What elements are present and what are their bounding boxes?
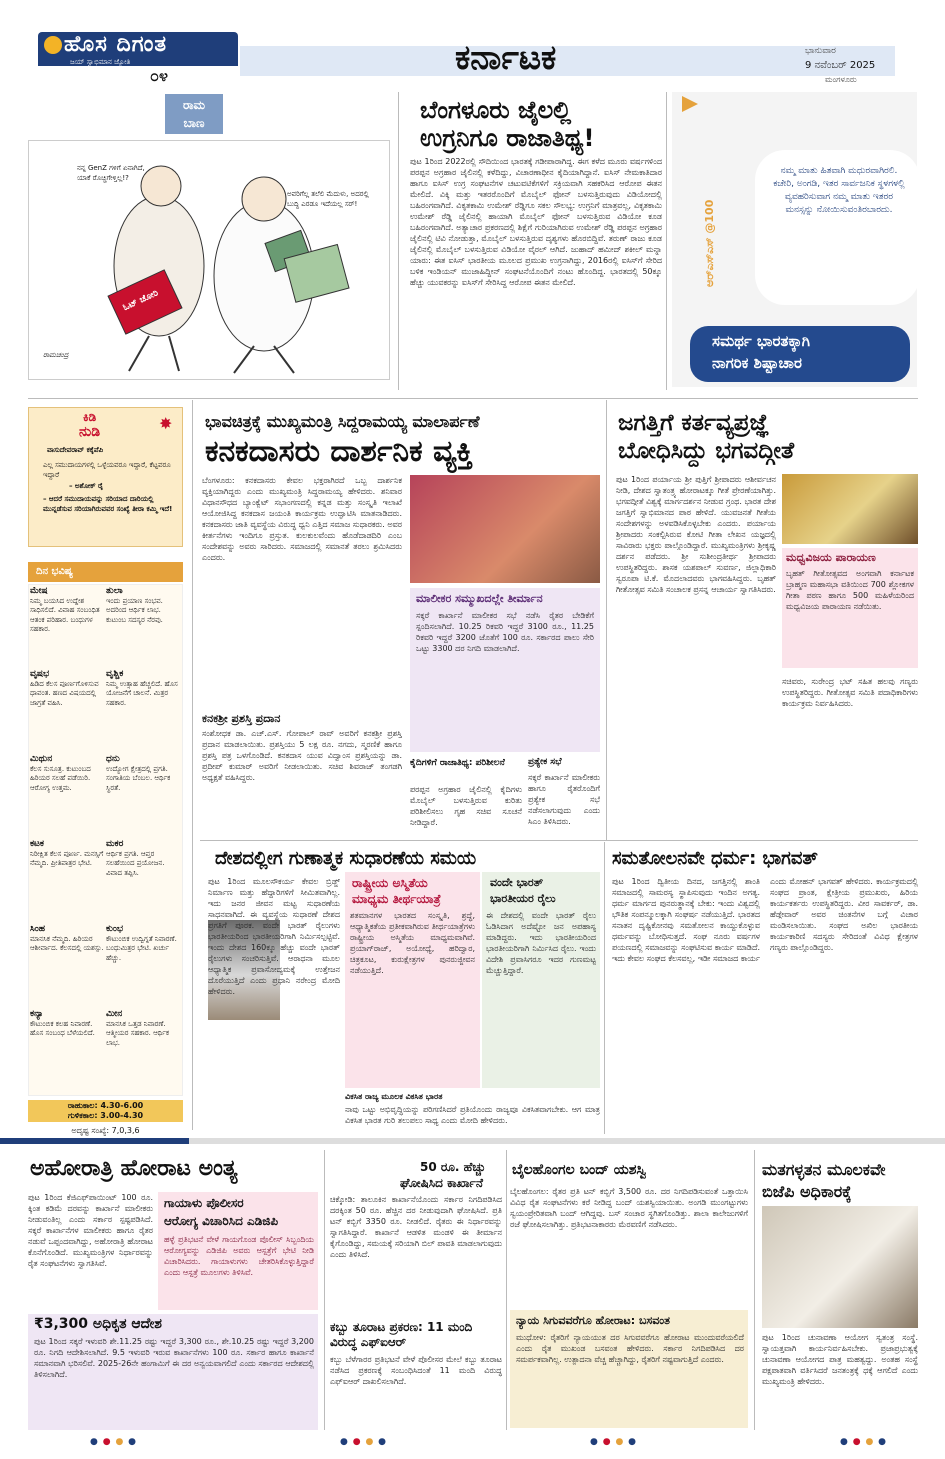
horoscope-vrishchika: ವೃಶ್ಚಿಕ ನಿಮ್ಮ ಉತ್ಸಾಹ ಹೆಚ್ಚಲಿದೆ. ಹೊಸ ಯೋಜನೆಗೆ ಚಾಲನೆ. ಮಿತ್ರರ ಸಹಕಾರ. — [106, 670, 181, 708]
horoscope-sign-name: ತುಲಾ — [106, 587, 123, 596]
police-title-2: ಆರೋಗ್ಯ ವಿಚಾರಿಸಿದ ಎಡಿಜಿಪಿ — [164, 1214, 279, 1228]
horoscope-tula: ತುಲಾ ಇಂದು ಪ್ರಯಾಣ ಸಂಭವ. ಅದರಿಂದ ಆರ್ಥಿಕ ಲಾಭ. ಕುಟುಂಬ ಸದಸ್ಯರ ನೆರವು. — [106, 587, 181, 625]
promo-band-line-2: ನಾಗರಿಕ ಶಿಷ್ಟಾಚಾರ — [712, 354, 802, 372]
kidinudi-line-1: ಎಲ್ಲ ಸಮುದಾಯಗಳಲ್ಲಿ ಒಳ್ಳೆಯವರೂ ಇದ್ದಾರೆ, ಕೆಟ್ಟವರೂ ಇದ್ದಾರೆ — [43, 461, 171, 479]
meeting-box-title: ಪ್ರತ್ಯೇಕ ಸಭೆ — [528, 757, 562, 767]
order-body: ಪುಟ 1ರಿಂದ ಸಕ್ಕರೆ ಇಳುವರಿ ಶೇ.11.25 ರಷ್ಟು ಇದ್ದರೆ 3,300 ರೂ., ಶೇ.10.25 ರಷ್ಟು ಇದ್ದರೆ 3,200 ರೂ. ನಿಗದಿ ಆದೇಶಿಸಲಾಗಿದೆ. 9.5 ಇಳುವರಿ ಇರುವ ಕಾರ್ಖಾನೆಗಳು 100 ರೂ. ಸರ್ಕಾರ ಹಾಗೂ ಕಾರ್ಖಾನೆ ಸಮಾನವಾಗಿ ಭರಿಸಲಿವೆ. 2025-26ನೇ ಹಂಗಾಮಿಗೆ ಈ ದರ ಅನ್ವಯವಾಗಲಿದೆ ಎಂದು ಸರ್ಕಾರದ ಆದೇಶದಲ್ಲಿ ತಿಳಿಸಲಾಗಿದೆ. — [34, 1337, 314, 1379]
bandh-body: ಬೈಲಹೊಂಗಲ: ರೈತರ ಪ್ರತಿ ಟನ್ ಕಬ್ಬಿಗೆ 3,500 ರೂ. ದರ ನಿಗದಿಪಡಿಸುವಂತೆ ಒತ್ತಾಯಿಸಿ ವಿವಿಧ ರೈತ ಸಂಘಟನೆಗಳು ಕರೆ ನೀಡಿದ್ದ ಬಂದ್ ಯಶಸ್ವಿಯಾಯಿತು. ಅಂಗಡಿ ಮುಂಗಟ್ಟುಗಳು ಸ್ವಯಂಪ್ರೇರಿತವಾಗಿ ಬಂದ್ ಆಗಿದ್ದವು. ಬಸ್ ಸಂಚಾರ ಸ್ಥಗಿತಗೊಂಡಿತ್ತು. ಶಾಲಾ ಕಾಲೇಜುಗಳಿಗೆ ರಜೆ ಘೋಷಿಸಲಾಗಿತ್ತು. ಪ್ರತಿಭಟನಾಕಾರರು ಮೆರವಣಿಗೆ ನಡೆಸಿದರು. — [510, 1187, 748, 1229]
gita-body: ಪುಟ 1ರಿಂದ ಪರ್ಯಾಯ ಶ್ರೀ ಪುತ್ತಿಗೆ ಶ್ರೀಪಾದರು ಆಶೀರ್ವಚನ ನೀಡಿ, ದೇಶದ ಸ್ವಾತಂತ್ರ್ಯ ಹೋರಾಟಕ್ಕೂ ಗೀತೆ ಪ್ರೇರಣೆಯಾಗಿತ್ತು. ಭಗವದ್ಗೀತೆ ವಿಶ್ವಕ್ಕೆ ಮಾರ್ಗದರ್ಶನ ನೀಡುವ ಗ್ರಂಥ. ಭಾರತ ದೇಶ ಜಗತ್ತಿಗೆ ಸ್ವಾಭಿಮಾನದ ಪಾಠ ಹೇಳಿದೆ. ಯುವಜನತೆ ಗೀತೆಯ ಸಂದೇಶಗಳನ್ನು ಅಳವಡಿಸಿಕೊಳ್ಳಬೇಕು ಎಂದರು. ಪರ್ಯಾಯ ಶ್ರೀಪಾದರು ಸಂಕಲ್ಪಿಸಿರುವ ಕೋಟಿ ಗೀತಾ ಲೇಖನ ಯಜ್ಞದಲ್ಲಿ ಸಾವಿರಾರು ಭಕ್ತರು ಪಾಲ್ಗೊಂಡಿದ್ದಾರೆ. ಮುಖ್ಯಮಂತ್ರಿಗಳು ಶ್ರೀಕೃಷ್ಣ ದರ್ಶನ ಪಡೆದರು. ಶ್ರೀ ಸುಶೀಂದ್ರತೀರ್ಥ ಶ್ರೀಪಾದರು ಉಪಸ್ಥಿತರಿದ್ದರು. ಶಾಸಕ ಯಶಪಾಲ್ ಸುವರ್ಣ, ಜಿಲ್ಲಾಧಿಕಾರಿ ಸ್ವರೂಪಾ ಟಿ.ಕೆ. ಮೊದಲಾದವರು ಭಾಗವಹಿಸಿದ್ದರು. ಬೃಹತ್ ಗೀತೋತ್ಸವ ಸಮಿತಿ ಸಂಚಾಲಕ ಪ್ರಸನ್ನ ಆಚಾರ್ಯ ಸ್ವಾಗತಿಸಿದರು. — [616, 475, 776, 594]
promo-flag-icon — [682, 96, 698, 112]
gita-headline-1: ಜಗತ್ತಿಗೆ ಕರ್ತವ್ಯಪ್ರಜ್ಞೆ — [618, 410, 770, 436]
horoscope-sign-name: ಕಟಕ — [30, 840, 44, 849]
lead-headline-2: ಉಗ್ರನಿಗೂ ರಾಜಾತಿಥ್ಯ! — [420, 124, 595, 152]
kanaka-body: ಬೆಂಗಳೂರು: ಕನಕದಾಸರು ಕೇವಲ ಭಕ್ತರಾಗಿರದೆ ಒಬ್ಬ ದಾರ್ಶನಿಕ ವ್ಯಕ್ತಿಯಾಗಿದ್ದರು ಎಂದು ಮುಖ್ಯಮಂತ್ರಿ ಸಿದ್ದರಾಮಯ್ಯ ಹೇಳಿದರು. ಶನಿವಾರ ವಿಧಾನಸೌಧದ ಬ್ಯಾಂಕ್ವೆಟ್ ಸಭಾಂಗಣದಲ್ಲಿ ಕನ್ನಡ ಮತ್ತು ಸಂಸ್ಕೃತಿ ಇಲಾಖೆ ಆಯೋಜಿಸಿದ್ದ ಕನಕದಾಸ ಜಯಂತಿ ಕಾರ್ಯಕ್ರಮ ಉದ್ಘಾಟಿಸಿ ಮಾತನಾಡಿದರು. ಕನಕದಾಸರು ಜಾತಿ ವ್ಯವಸ್ಥೆಯ ವಿರುದ್ಧ ಧ್ವನಿ ಎತ್ತಿದ ಸಮಾಜ ಸುಧಾರಕರು. ಅವರ ಕೀರ್ತನೆಗಳು ಇಂದಿಗೂ ಪ್ರಸ್ತುತ. ಕುಲಕುಲವೆಂದು ಹೊಡೆದಾಡದಿರಿ ಎಂಬ ಸಂದೇಶವನ್ನು ಅವರು ಸಾರಿದರು. ಸಮಾಜದಲ್ಲಿ ಸಮಾನತೆ ತರಲು ಶ್ರಮಿಸಿದರು ಎಂದರು. — [202, 476, 402, 562]
cartoon-bubble-2: ಅವರಿಗೆಲ್ಲ ತಲೆಲಿ ಮೆದುಳು, ಅದರಲ್ಲಿ ಬುದ್ಧಿ ಎರಡೂ ಇದೆಯಲ್ಲ ಸರ್! — [287, 190, 369, 208]
horoscope-sign-name: ಕುಂಭ — [106, 925, 124, 934]
horoscope-kataka: ಕಟಕ ನಿರೀಕ್ಷಿತ ಕೆಲಸ ಪೂರ್ಣ. ಮನಸ್ಸಿಗೆ ನೆಮ್ಮದಿ. ಪ್ರೀತಿಪಾತ್ರರ ಭೇಟಿ. — [30, 840, 104, 867]
bjp-headline-1: ಮತಗಳ್ಳತನ ಮೂಲಕವೇ — [762, 1160, 886, 1179]
kidinudi-title-1: ಕಿಡಿ — [83, 410, 97, 424]
print-registration-marks: ● ● ● ● — [590, 1437, 638, 1447]
rahukala-box — [28, 1100, 183, 1122]
kanaka-subhead: ಕನಕಶ್ರೀ ಪ್ರಶಸ್ತಿ ಪ್ರದಾನ — [202, 712, 281, 725]
horoscope-meena: ಮೀನ ಮಾನಸಿಕ ಒತ್ತಡ ನಿವಾರಣೆ. ಆತ್ಮೀಯರ ಸಹಕಾರ. ಆರ್ಥಿಕ ಲಾಭ. — [106, 1010, 181, 1048]
promo-side-text: ಆರ್‌ಎಸ್‌ಎಸ್ @100 — [703, 199, 716, 287]
horoscope-kumbha: ಕುಂಭ ಕೌಟುಂಬಿಕ ಉದ್ವಿಗ್ನತೆ ನಿವಾರಣೆ. ಬಂಧುಮಿತ್ರರ ಭೇಟಿ. ಖರ್ಚು ಹೆಚ್ಚು. — [106, 925, 181, 963]
jail-box-body: ಪರಪ್ಪನ ಅಗ್ರಹಾರ ಜೈಲಿನಲ್ಲಿ ಕೈದಿಗಳು ಮೊಬೈಲ್ ಬಳಸುತ್ತಿರುವ ಕುರಿತು ಪರಿಶೀಲಿಸಲು ಗೃಹ ಸಚಿವ ಸೂಚನೆ ನೀಡಿದ್ದಾರೆ. — [410, 785, 522, 827]
sugar-box-body: ಸಕ್ಕರೆ ಕಾರ್ಖಾನೆ ಮಾಲೀಕರ ಸಭೆ ನಡೆಸಿ ರೈತರ ಬೇಡಿಕೆಗೆ ಸ್ಪಂದಿಸಲಾಗಿದೆ. 10.25 ರಿಕವರಿ ಇದ್ದರೆ 3100 ರೂ., 11.25 ರಿಕವರಿ ಇದ್ದರೆ 3200 ಜೊತೆಗೆ 100 ರೂ. ಸರ್ಕಾರದ ಪಾಲು ಸೇರಿ ಒಟ್ಟು 3300 ದರ ನಿಗದಿ ಮಾಡಲಾಗಿದೆ. — [416, 611, 594, 653]
ramabana-label-2: ಬಾಣ — [183, 116, 205, 130]
horoscope-sign-name: ಮೇಷ — [30, 587, 48, 596]
rahukala-text: ರಾಹುಕಾಲ: 4.30-6.00 — [67, 1101, 144, 1110]
pilgrimage-title-2: ಮಾಧ್ಯಮ ತೀರ್ಥಯಾತ್ರೆ — [352, 892, 441, 906]
cm-photo — [762, 1206, 918, 1328]
masthead — [0, 0, 945, 92]
gita-headline-2: ಬೋಧಿಸಿದ್ದು ಭಗವದ್ಗೀತೆ — [618, 438, 795, 464]
ramabana-badge — [165, 94, 223, 134]
bjp-body: ಪುಟ 1ರಿಂದ ಚುನಾವಣಾ ಆಯೋಗ ಸ್ವತಂತ್ರ ಸಂಸ್ಥೆ. ಸ್ವಾಯತ್ತವಾಗಿ ಕಾರ್ಯನಿರ್ವಹಿಸಬೇಕು. ಪ್ರಜಾಪ್ರಭುತ್ವಕ್ಕೆ ಚುನಾವಣಾ ಆಯೋಗದ ಪಾತ್ರ ಮಹತ್ವದ್ದು. ಅಂತಹ ಸಂಸ್ಥೆ ಪಕ್ಷಪಾತವಾಗಿ ವರ್ತಿಸಿದರೆ ಜನತಂತ್ರಕ್ಕೆ ಧಕ್ಕೆ ಆಗಲಿದೆ ಎಂದು ಮುಖ್ಯಮಂತ್ರಿ ಹೇಳಿದರು. — [762, 1333, 918, 1386]
vikasita-body: ನಾವು ಒಟ್ಟು ಅಭಿವೃದ್ಧಿಯನ್ನು ಪರಿಗಣಿಸಿದರೆ ಪ್ರತಿಯೊಂದು ರಾಜ್ಯವೂ ವಿಕಸಿತವಾಗಬೇಕು. ಆಗ ಮಾತ್ರ ವಿಕಸಿತ ಭಾರತ ಗುರಿ ತಲುಪಲು ಸಾಧ್ಯ ಎಂದು ಮೋದಿ ಹೇಳಿದರು. — [345, 1105, 600, 1125]
horoscope-mithuna: ಮಿಥುನ ಕೆಲಸ ಸುಸೂತ್ರ. ಕುಟುಂಬದ ಹಿರಿಯರ ಸಲಹೆ ಪಡೆಯಿರಿ. ಆರೋಗ್ಯ ಉತ್ತಮ. — [30, 755, 105, 793]
bjp-headline-2: ಬಿಜೆಪಿ ಅಧಿಕಾರಕ್ಕೆ — [762, 1182, 852, 1201]
kidinudi-title-2: ನುಡಿ — [79, 424, 101, 440]
dharma-headline: ಸಮತೋಲನವೇ ಧರ್ಮ: ಭಾಗವತ್ — [612, 848, 818, 869]
promo-band-line-1: ಸಮರ್ಥ ಭಾರತಕ್ಕಾಗಿ — [712, 332, 811, 350]
vandebharat-title-1: ವಂದೇ ಭಾರತ್ — [490, 876, 544, 889]
cartoon-signature: ರಾಮಚಂದ್ರ — [43, 351, 69, 359]
ahoratri-headline: ಅಹೋರಾತ್ರಿ ಹೋರಾಟ ಅಂತ್ಯ — [30, 1156, 238, 1181]
pilgrimage-body: ಶತಮಾನಗಳ ಭಾರತದ ಸಂಸ್ಕೃತಿ, ಶ್ರದ್ಧೆ, ಆಧ್ಯಾತ್ಮಿಕತೆಯ ಪ್ರತೀಕವಾಗಿರುವ ತೀರ್ಥಯಾತ್ರೆಗಳು ರಾಷ್ಟ್ರೀಯ ಅಸ್ಮಿತೆಯ ಮಾಧ್ಯಮವಾಗಿವೆ. ಪ್ರಯಾಗ್‌ರಾಜ್, ಅಯೋಧ್ಯೆ, ಹರಿದ್ವಾರ, ಚಿತ್ರಕೂಟ, ಕುರುಕ್ಷೇತ್ರಗಳ ಪುನರುಜ್ಜೀವನ ನಡೆಯುತ್ತಿದೆ. — [350, 911, 475, 975]
kabbu-title-1: 50 ರೂ. ಹೆಚ್ಚು — [420, 1160, 486, 1174]
bandh-headline: ಬೈಲಹೊಂಗಲ ಬಂದ್ ಯಶಸ್ವಿ — [512, 1162, 647, 1178]
horoscope-vrishabha: ವೃಷಭ ಹಿಡಿದ ಕೆಲಸ ಪೂರ್ಣಗೊಳಿಸುವ ಧಾವಂತ. ಹಣದ ವಿಷಯದಲ್ಲಿ ಜಾಗ್ರತೆ ವಹಿಸಿ. — [30, 670, 105, 708]
promo-bubble-text: ನಮ್ಮ ಮಾತು ಹಿತವಾಗಿ ಮಧುರವಾಗಿರಲಿ. ಕಚೇರಿ, ಅಂಗಡಿ, ಇತರ ಸಾರ್ವಜನಿಕ ಸ್ಥಳಗಳಲ್ಲಿ ವ್ಯವಹರಿಸುವಾಗ ನಮ್ಮ ಮಾತು ಇತರರ ಮನಸ್ಸನ್ನು ನೋಯಿಸುವಂತಿರಬಾರದು. — [773, 166, 905, 215]
date-day: ಭಾನುವಾರ — [805, 46, 836, 56]
madhva-box-body: ಬೃಹತ್ ಗೀತೋತ್ಸವದ ಅಂಗವಾಗಿ ಕರ್ನಾಟಕ ಬ್ರಾಹ್ಮಣ ಮಹಾಸಭಾ ವತಿಯಿಂದ 700 ಶ್ಲೋಕಗಳ ಗೀತಾ ಪಠಣ ಹಾಗೂ 500 ಮಹಿಳೆಯರಿಂದ ಮಧ್ವವಿಜಯ ಪಾರಾಯಣ ನಡೆಯಿತು. — [786, 569, 914, 611]
masthead-band — [240, 46, 895, 76]
horoscope-sign-name: ಸಿಂಹ — [30, 925, 46, 934]
madhva-box-title: ಮಧ್ವವಿಜಯ ಪಾರಾಯಣ — [786, 551, 876, 564]
horoscope-sign-name: ವೃಷಭ — [30, 670, 50, 679]
police-title-1: ಗಾಯಾಳು ಪೊಲೀಸರ — [164, 1196, 244, 1210]
cartoon-bubble-1: ನನ್ನ GenZ ಗಳಿಗೆ ಏನಾಗಿದೆ, ಯಾಕೆ ರೊಚ್ಚಿಗೇಳ್ತಿಲ್ಲ!? — [77, 164, 145, 182]
logo: ಹೊಸ ದಿಗಂತ — [64, 32, 168, 57]
order-headline: ₹3,300 ಅಧಿಕೃತ ಆದೇಶ — [34, 1316, 162, 1332]
horoscope-heading: ದಿನ ಭವಿಷ್ಯ — [28, 562, 183, 582]
vikasita-subhead: ವಿಕಸಿತ ರಾಜ್ಯ ಮೂಲಕ ವಿಕಸಿತ ಭಾರತ — [345, 1092, 443, 1101]
lead-body: ಪುಟ 1ರಿಂದ 2022ರಲ್ಲಿ ಸೌದಿಯಿಂದ ಭಾರತಕ್ಕೆ ಗಡೀಪಾರಾಗಿದ್ದ. ಈಗ ಕಳೆದ ಮೂರು ವರ್ಷಗಳಿಂದ ಪರಪ್ಪನ ಅಗ್ರಹಾರ ಜೈಲಿನಲ್ಲಿ ಕಳೆದಿದ್ದು, ವಿಚಾರಣಾಧೀನ ಕೈದಿಯಾಗಿದ್ದಾನೆ. ಐಸಿಸ್ ನೇಮಕಾತಿದಾರ ಹಾಗೂ ಐಸಿಸ್ ಉಗ್ರ ಸಂಘಟನೆಗಳ ಚಟುವಟಿಕೆಗಳಿಗೆ ಸಕ್ರಿಯವಾಗಿ ಸಹಕರಿಸಿದ ಆರೋಪ ಈತನ ಮೇಲಿದೆ. ವಿಕ್ಕಿ ಮತ್ತು ಇತರರೊಂದಿಗೆ ಮೊಬೈಲ್ ಫೋನ್ ಬಳಸುತ್ತಿರುವುದು ವಿಡಿಯೋದಲ್ಲಿ ಬಹಿರಂಗವಾಗಿದೆ. ವಿಕೃತಕಾಮಿ ಉಮೇಶ್ ರೆಡ್ಡಿಗೂ ಸಕಲ ಸೌಲಭ್ಯ: ಉಗ್ರನಿಗೆ ಮಾತ್ರವಲ್ಲ, ವಿಕೃತಕಾಮಿ ಉಮೇಶ್ ರೆಡ್ಡಿ ಜೈಲಿನಲ್ಲಿ ಹಾಯಾಗಿ ಮೊಬೈಲ್ ಫೋನ್ ಬಳಸುತ್ತಿರುವ ವಿಡಿಯೋ ಕೂಡ ಬಹಿರಂಗವಾಗಿದೆ. ಅತ್ಯಾಚಾರ ಪ್ರಕರಣದಲ್ಲಿ ಶಿಕ್ಷೆಗೆ ಗುರಿಯಾಗಿರುವ ಉಮೇಶ್ ರೆಡ್ಡಿ ಪರಪ್ಪನ ಅಗ್ರಹಾರ ಜೈಲಿನಲ್ಲಿ ಟಿವಿ ನೋಡುತ್ತಾ, ಮೊಬೈಲ್ ಬಳಸುತ್ತಿರುವ ದೃಶ್ಯಗಳು ಹೊರಬಿದ್ದಿವೆ. ತರುಣ್ ರಾಜು ಕೂಡ ಜೈಲಿನಲ್ಲಿ ಮೊಬೈಲ್ ಬಳಸುತ್ತಿರುವ ವಿಡಿಯೋ ವೈರಲ್ ಆಗಿದೆ. ಜುಹಾದ್ ಹಮೀದ್ ಶಕೀಲ್ ಮನ್ನಾ ಯಾರು: ಈತ ಐಸಿಸ್ ಭಾರತೀಯ ಮೂಲದ ಪ್ರಮುಖ ಉಗ್ರನಾಗಿದ್ದು, 2016ರಲ್ಲಿ ಐಸಿಸ್‌ಗೆ ಸೇರಿದ ಬಳಿಕ ಇಂಡಿಯನ್ ಮುಜಾಹಿದ್ದೀನ್ ಸಂಘಟನೆಯೊಂದಿಗೆ ನಂಟು ಹೊಂದಿದ್ದ. ಭಾರತದಲ್ಲಿ 50ಕ್ಕೂ ಹೆಚ್ಚು ಯುವಕರನ್ನು ಐಸಿಸ್‌ಗೆ ಸೇರಿಸಿದ್ದ ಆರೋಪ ಈತನ ಮೇಲಿದೆ. — [410, 157, 662, 287]
police-body: ಹಳ್ಳೆ ಪ್ರತಿಭಟನೆ ವೇಳೆ ಗಾಯಗೊಂಡ ಪೊಲೀಸ್ ಸಿಬ್ಬಂದಿಯ ಆರೋಗ್ಯವನ್ನು ಎಡಿಜಿಪಿ ಅವರು ಆಸ್ಪತ್ರೆಗೆ ಭೇಟಿ ನೀಡಿ ವಿಚಾರಿಸಿದರು. ಗಾಯಾಳುಗಳು ಚೇತರಿಸಿಕೊಳ್ಳುತ್ತಿದ್ದಾರೆ ಎಂದು ಆಸ್ಪತ್ರೆ ಮೂಲಗಳು ತಿಳಿಸಿವೆ. — [164, 1235, 314, 1277]
page-number: ೦೪ — [150, 66, 168, 85]
meeting-box-body: ಸಕ್ಕರೆ ಕಾರ್ಖಾನೆ ಮಾಲೀಕರು ಹಾಗೂ ರೈತರೊಂದಿಗೆ ಪ್ರತ್ಯೇಕ ಸಭೆ ನಡೆಸಲಾಗುವುದು ಎಂದು ಸಿಎಂ ತಿಳಿಸಿದರು. — [528, 773, 600, 826]
section-title: ಕರ್ನಾಟಕ — [455, 38, 557, 78]
kanaka-headline: ಕನಕದಾಸರು ದಾರ್ಶನಿಕ ವ್ಯಕ್ತಿ — [205, 434, 473, 469]
kabbu-body: ಚಿಕ್ಕೋಡಿ: ತಾಲೂಕಿನ ಕಾರ್ಖಾನೆಯೊಂದು ಸರ್ಕಾರ ನಿಗದಿಪಡಿಸಿದ ದರಕ್ಕಿಂತ 50 ರೂ. ಹೆಚ್ಚಿನ ದರ ನೀಡುವುದಾಗಿ ಘೋಷಿಸಿದೆ. ಪ್ರತಿ ಟನ್ ಕಬ್ಬಿಗೆ 3350 ರೂ. ನೀಡಲಿದೆ. ರೈತರು ಈ ನಿರ್ಧಾರವನ್ನು ಸ್ವಾಗತಿಸಿದ್ದಾರೆ. ಕಾರ್ಖಾನೆ ಆಡಳಿತ ಮಂಡಳಿ ಈ ತೀರ್ಮಾನ ಕೈಗೊಂಡಿದ್ದು, ಸಮಯಕ್ಕೆ ಸರಿಯಾಗಿ ಬಿಲ್ ಪಾವತಿ ಮಾಡಲಾಗುವುದು ಎಂದು ತಿಳಿಸಿದೆ. — [330, 1195, 502, 1259]
date-full: 9 ನವೆಂಬರ್ 2025 — [805, 60, 876, 71]
horoscope-sign-name: ಮಕರ — [106, 840, 124, 849]
sugar-box-title: ಮಾಲೀಕರ ಸಮ್ಮುಖದಲ್ಲೇ ತೀರ್ಮಾನ — [416, 592, 543, 605]
horoscope-sign-name: ಮೀನ — [106, 1010, 123, 1019]
pilgrimage-title-1: ರಾಷ್ಟ್ರೀಯ ಅಸ್ಮಿತೆಯ — [352, 876, 428, 890]
kabbu2-body: ಕಬ್ಬು ಬೆಳೆಗಾರರ ಪ್ರತಿಭಟನೆ ವೇಳೆ ಪೊಲೀಸರ ಮೇಲೆ ಕಬ್ಬು ತೂರಾಟ ನಡೆಸಿದ ಪ್ರಕರಣಕ್ಕೆ ಸಂಬಂಧಿಸಿದಂತೆ 11 ಮಂದಿ ವಿರುದ್ಧ ಎಫ್‌ಐಆರ್ ದಾಖಲಿಸಲಾಗಿದೆ. — [330, 1355, 502, 1386]
kabbu-title-2: ಘೋಷಿಸಿದ ಕಾರ್ಖಾನೆ — [400, 1176, 484, 1190]
gulikakala-text: ಗುಳಿಕಕಾಲ: 3.00-4.30 — [67, 1111, 144, 1120]
gita-tail: ಸಚಿವರು, ಸುರೇಂದ್ರ ಭಟ್ ಸಹಿತ ಹಲವು ಗಣ್ಯರು ಉಪಸ್ಥಿತರಿದ್ದರು. ಗೀತೋತ್ಸವ ಸಮಿತಿ ಪದಾಧಿಕಾರಿಗಳು ಕಾರ್ಯಕ್ರಮ ನಿರ್ವಹಿಸಿದರು. — [782, 677, 918, 708]
ahoratri-body: ಪುಟ 1ರಿಂದ ಕೆಜಿಎಫ್‌ಪಾಯಿಂಟ್ 100 ರೂ. ಕ್ಕಿಂತ ಕಡಿಮೆ ದರವನ್ನು ಕಾರ್ಖಾನೆ ಮಾಲೀಕರು ನೀಡುವಂತಿಲ್ಲ ಎಂದು ಸರ್ಕಾರ ಸ್ಪಷ್ಟಪಡಿಸಿದೆ. ಸಕ್ಕರೆ ಕಾರ್ಖಾನೆಗಳ ಮಾಲೀಕರು ಹಾಗೂ ರೈತರ ನಡುವೆ ಒಪ್ಪಂದವಾಗಿದ್ದು, ಅಹೋರಾತ್ರಿ ಹೋರಾಟ ಕೊನೆಗೊಂಡಿದೆ. ಮುಖ್ಯಮಂತ್ರಿಗಳ ನಿರ್ಧಾರವನ್ನು ರೈತ ಸಂಘಟನೆಗಳು ಸ್ವಾಗತಿಸಿವೆ. — [28, 1193, 153, 1268]
section-divider — [0, 1138, 945, 1144]
kidinudi-line-2: – ಅಶೋಕ್ ರೈ — [69, 482, 104, 490]
lead-headline-1: ಬೆಂಗಳೂರು ಜೈಲಲ್ಲಿ — [420, 96, 572, 124]
lucky-numbers: ಅದೃಷ್ಟ ಸಂಖ್ಯೆ: 7,0,3,6 — [71, 1126, 140, 1135]
horoscope-sign-name: ಮಿಥುನ — [30, 755, 53, 764]
cartoon — [28, 140, 390, 380]
horoscope-sign-name: ವೃಶ್ಚಿಕ — [106, 670, 124, 679]
vandebharat-body: ಈ ದೇಶದಲ್ಲಿ ವಂದೇ ಭಾರತ್ ರೈಲು ಓಡಿಸಿದಾಗ ಅದೆಷ್ಟೋ ಜನ ಅಪಹಾಸ್ಯ ಮಾಡಿದ್ದರು. ಇದು ಭಾರತೀಯರಿಂದ ಭಾರತೀಯರಿಗಾಗಿ ನಿರ್ಮಿಸಿದ ರೈಲು. ಇಂದು ವಿದೇಶಿ ಪ್ರವಾಸಿಗರೂ ಇದರ ಗುಣಮಟ್ಟ ಮೆಚ್ಚುತ್ತಿದ್ದಾರೆ. — [486, 911, 596, 975]
nyaya-headline: ನ್ಯಾಯ ಸಿಗುವವರೆಗೂ ಹೋರಾಟ: ಬಸವಂತ — [516, 1314, 671, 1327]
print-registration-marks: ● ● ● ● — [340, 1437, 388, 1447]
reform-body: ಪುಟ 1ರಿಂದ ಮೂಲಸೌಕರ್ಯ ಕೇವಲ ಬ್ರಿಡ್ಜ್ ನಿರ್ಮಾಣ ಮತ್ತು ಹೆದ್ದಾರಿಗಳಿಗೆ ಸೀಮಿತವಾಗಿಲ್ಲ. ಇದು ಜನರ ಜೀವನ ಮಟ್ಟ ಸುಧಾರಣೆಯ ಸಾಧನವಾಗಿದೆ. ಈ ವ್ಯವಸ್ಥೆಯ ಸುಧಾರಣೆ ದೇಶದ ಪ್ರಗತಿಗೆ ಪೂರಕ. ವಂದೇ ಭಾರತ್ ರೈಲುಗಳು ಭಾರತೀಯರಿಂದ ಭಾರತೀಯರಿಗಾಗಿ ನಿರ್ಮಿಸಲ್ಪಟ್ಟಿವೆ. ಇಂದು ದೇಶದ 160ಕ್ಕೂ ಹೆಚ್ಚು ವಂದೇ ಭಾರತ್ ರೈಲುಗಳು ಸಂಚರಿಸುತ್ತಿವೆ. ಆರಾಧನಾ ಮೂಲ ಆಧ್ಯಾತ್ಮಿಕ ಪ್ರವಾಸೋದ್ಯಮಕ್ಕೆ ಉತ್ತೇಜನ ದೊರೆಯುತ್ತಿದೆ ಎಂದು ಪ್ರಧಾನಿ ನರೇಂದ್ರ ಮೋದಿ ಹೇಳಿದರು. — [208, 877, 340, 996]
print-registration-marks: ● ● ● ● — [90, 1437, 138, 1447]
logo-emblem-icon — [44, 36, 62, 54]
edition-city: ಮಂಗಳೂರು — [825, 75, 857, 84]
kabbu2-headline: ಕಬ್ಬು ತೂರಾಟ ಪ್ರಕರಣ: 11 ಮಂದಿ ವಿರುದ್ಧ ಎಫ್‌ಐಆರ್ — [330, 1320, 473, 1349]
spark-icon: ✸ — [159, 414, 173, 433]
cartoon-sign: ಓಟ್ ಚೋರಿ — [121, 288, 160, 314]
print-registration-marks: ● ● ● ● — [840, 1437, 888, 1447]
kidinudi-box — [28, 407, 183, 547]
kanaka-sub-body: ಸಂಶೋಧಕ ಡಾ. ಎಚ್.ಎಸ್. ಗೋಪಾಲ್ ರಾವ್ ಅವರಿಗೆ ಕನಕಶ್ರೀ ಪ್ರಶಸ್ತಿ ಪ್ರದಾನ ಮಾಡಲಾಯಿತು. ಪ್ರಶಸ್ತಿಯು 5 ಲಕ್ಷ ರೂ. ನಗದು, ಸ್ಮರಣಿಕೆ ಹಾಗೂ ಪ್ರಶಸ್ತಿ ಪತ್ರ ಒಳಗೊಂಡಿದೆ. ಕನಕದಾಸ ಯುವ ವಿದ್ವಾಂಸ ಪ್ರಶಸ್ತಿಯನ್ನು ಡಾ. ಪ್ರದೀಪ್ ಕುಮಾರ್ ಅವರಿಗೆ ನೀಡಲಾಯಿತು. ಸಚಿವ ಶಿವರಾಜ್ ತಂಗಡಗಿ ಅಧ್ಯಕ್ಷತೆ ವಹಿಸಿದ್ದರು. — [202, 729, 402, 782]
dharma-body: ಪುಟ 1ರಿಂದ ದ್ವಿತೀಯ ದಿನದ, ಜಗತ್ತಿನಲ್ಲಿ ಶಾಂತಿ ಸಮಾಜದಲ್ಲಿ ಸಾಮರಸ್ಯ ಸ್ಥಾಪಿಸುವುದು ಇಂದಿನ ಅಗತ್ಯ. ಧರ್ಮ ಮಾರ್ಗದ ಪುನರುತ್ಥಾನಕ್ಕೆ ಬೇಕು: ಇಂದು ವಿಶ್ವದಲ್ಲಿ ಭೌತಿಕ ಸಂಪನ್ಮೂಲಕ್ಕಾಗಿ ಸಂಘರ್ಷ ನಡೆಯುತ್ತಿದೆ. ಭಾರತದ ಸನಾತನ ದೃಷ್ಟಿಕೋನವು ಸಮತೋಲನ ಕಾಯ್ದುಕೊಳ್ಳುವ ಧರ್ಮವನ್ನು ಬೋಧಿಸುತ್ತದೆ. ಸಂಘ ನೂರು ವರ್ಷಗಳ ಪಯಣದಲ್ಲಿ ಸಮಾಜವನ್ನು ಸಂಘಟಿಸುವ ಕಾರ್ಯ ಮಾಡಿದೆ. ಇದು ಕೇವಲ ಸಂಘದ ಕೆಲಸವಲ್ಲ, ಇಡೀ ಸಮಾಜದ ಕಾರ್ಯ ಎಂದು ಮೋಹನ್ ಭಾಗವತ್ ಹೇಳಿದರು. ಕಾರ್ಯಕ್ರಮದಲ್ಲಿ ಸಂಘದ ಪ್ರಾಂತ, ಕ್ಷೇತ್ರೀಯ ಪ್ರಮುಖರು, ಹಿರಿಯ ಕಾರ್ಯಕರ್ತರು ಉಪಸ್ಥಿತರಿದ್ದರು. ವೀರ ಸಾವರ್ಕರ್, ಡಾ. ಹೆಡ್ಗೇವಾರ್ ಅವರ ಚಿಂತನೆಗಳ ಬಗ್ಗೆ ವಿಚಾರ ಮಂಡಿಸಲಾಯಿತು. ಸಂಘದ ಅಖಿಲ ಭಾರತೀಯ ಕಾರ್ಯಕಾರಿಣಿ ಸದಸ್ಯರು ಸೇರಿದಂತೆ ವಿವಿಧ ಕ್ಷೇತ್ರಗಳ ಗಣ್ಯರು ಪಾಲ್ಗೊಂಡಿದ್ದರು. — [612, 877, 918, 963]
vandebharat-title-2: ಭಾರತೀಯರ ರೈಲು — [490, 892, 556, 905]
horoscope-mesha: ಮೇಷ ನಿಮ್ಮ ಬಯಸಿದ ಉದ್ದೇಶ ಸಾಧಿಸಲಿದೆ. ವಿವಾಹ ಸಂಬಂಧಿತ ಆತಂಕ ಪರಿಹಾರ. ಬಂಧುಗಳ ಸಹಕಾರ. — [30, 587, 105, 635]
horoscope-sign-name: ಧನು — [106, 755, 120, 764]
reform-headline: ದೇಶದಲ್ಲೀಗ ಗುಣಾತ್ಮಕ ಸುಧಾರಣೆಯ ಸಮಯ — [215, 848, 477, 869]
horoscope-simha: ಸಿಂಹ ಮಾನಸಿಕ ನೆಮ್ಮದಿ. ಹಿರಿಯರ ಆಶೀರ್ವಾದ. ಕೆಲಸದಲ್ಲಿ ಯಶಸ್ಸು. — [30, 925, 104, 952]
ramabana-label-1: ರಾಮ — [183, 98, 205, 112]
kanaka-kicker: ಭಾವಚಿತ್ರಕ್ಕೆ ಮುಖ್ಯಮಂತ್ರಿ ಸಿದ್ದರಾಮಯ್ಯ ಮಾಲಾರ್ಪಣೆ — [205, 412, 480, 431]
kidinudi-author: ವಾಸುದೇವರಾವ್ ಕಕ್ಕೆಪೆಪಿ — [47, 446, 104, 454]
horoscope-dhanu: ಧನು ಉದ್ಯೋಗ ಕ್ಷೇತ್ರದಲ್ಲಿ ಪ್ರಗತಿ. ಸಂಗಾತಿಯ ಬೆಂಬಲ. ಆರ್ಥಿಕ ಸ್ಥಿರತೆ. — [106, 755, 181, 793]
horoscope-sign-name: ಕನ್ಯಾ — [30, 1010, 44, 1019]
horoscope-makara: ಮಕರ ಆರ್ಥಿಕ ಪ್ರಗತಿ. ಆಪ್ತರ ಸಲಹೆಯಿಂದ ಪ್ರಯೋಜನ. ವಿವಾದ ತಪ್ಪಿಸಿ. — [106, 840, 181, 878]
jail-box-title: ಕೈದಿಗಳಿಗೆ ರಾಜಾತಿಥ್ಯ: ಪರಿಶೀಲನೆ — [410, 758, 505, 768]
kanaka-event-photo — [410, 475, 600, 583]
horoscope-kanya: ಕನ್ಯಾ ಕೌಟುಂಬಿಕ ಕಲಹ ನಿವಾರಣೆ. ಹೊಸ ಸಂಬಂಧ ಬೆಳೆಯಲಿದೆ. — [30, 1010, 105, 1039]
kidinudi-line-3: – ಆದರೆ ಸಮುದಾಯವನ್ನು ಸರಿಯಾದ ದಾರಿಯಲ್ಲಿ ಮುನ್ನಡೆಸುವ ಸರಿಯಾಗಿರುವವರ ಸಂಖ್ಯೆ ತೀರಾ ಕಮ್ಮಿ ಇದೆ! — [43, 495, 173, 513]
gita-event-photo — [782, 474, 918, 544]
logo-tagline: ಜಯ್ ಸ್ವಾಭಿಮಾನ ಜ್ಯೋತಿ — [70, 58, 131, 66]
nyaya-body: ಮುಧೋಳ: ರೈತರಿಗೆ ನ್ಯಾಯಯುತ ದರ ಸಿಗುವವರೆಗೂ ಹೋರಾಟ ಮುಂದುವರೆಯಲಿದೆ ಎಂದು ರೈತ ಮುಖಂಡ ಬಸವಂತ ಹೇಳಿದರು. ಸರ್ಕಾರ ನಿಗದಿಪಡಿಸಿದ ದರ ಸಮರ್ಪಕವಾಗಿಲ್ಲ. ಉತ್ಪಾದನಾ ವೆಚ್ಚ ಹೆಚ್ಚಾಗಿದ್ದು, ರೈತರಿಗೆ ನಷ್ಟವಾಗುತ್ತಿದೆ ಎಂದರು. — [516, 1333, 744, 1364]
